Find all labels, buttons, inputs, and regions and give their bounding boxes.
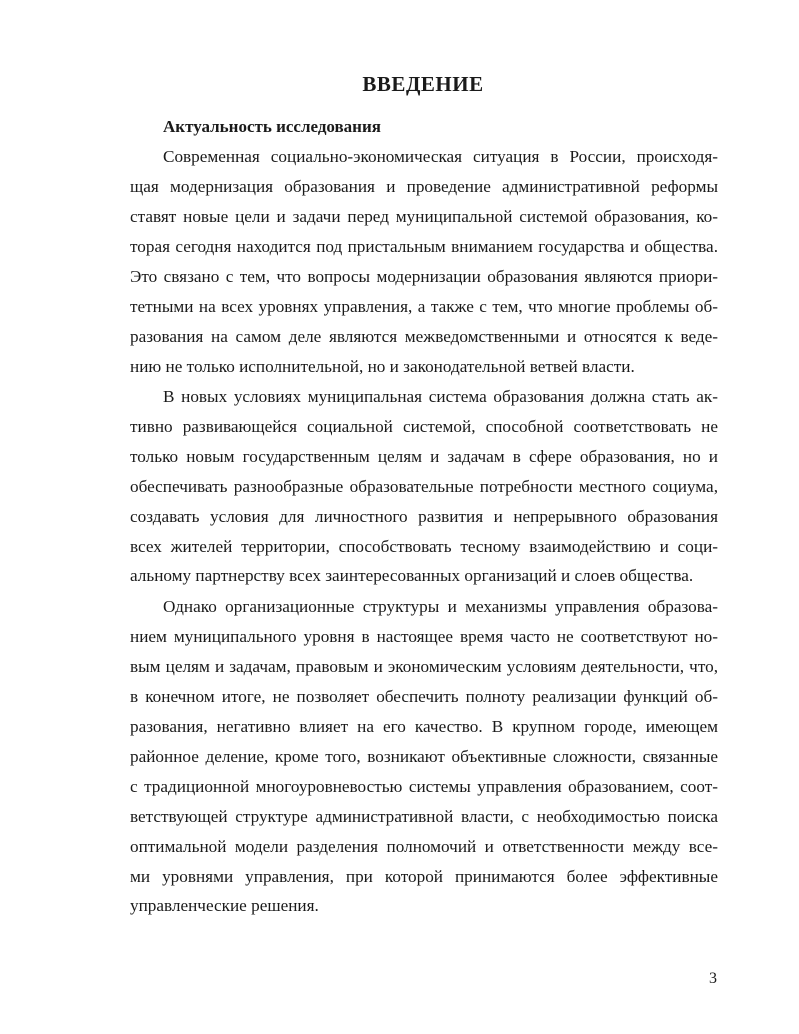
paragraph-3-line-3: вым целям и задачам, правовым и экономическим условиям деятельности, что, [130, 657, 718, 676]
paragraph-1-line-3: ставят новые цели и задачи перед муниципальной системой образования, ко- [130, 207, 718, 226]
paragraph-3-line-5: разования, негативно влияет на его качество. В крупном городе, имеющем [130, 717, 718, 736]
paragraph-2-line-4: обеспечивать разнообразные образовательные потребности местного социума, [130, 477, 718, 496]
paragraph-3-line-4: в конечном итоге, не позволяет обеспечить полноту реализации функций об- [130, 687, 718, 706]
paragraph-1-line-1: Современная социально-экономическая ситуация в России, происходя- [163, 147, 718, 166]
paragraph-1-line-4: торая сегодня находится под пристальным вниманием государства и общества. [130, 237, 718, 256]
paragraph-2-line-6: всех жителей территории, способствовать тесному взаимодействию и соци- [130, 537, 718, 556]
paragraph-2-line-7: альному партнерству всех заинтересованных организаций и слоев общества. [130, 566, 694, 585]
paragraph-2-line-2: тивно развивающейся социальной системой, способной соответствовать не [130, 417, 718, 436]
paragraph-3-line-7: с традиционной многоуровневостью системы управления образованием, соот- [130, 777, 718, 796]
paragraph-1-line-5: Это связано с тем, что вопросы модернизации образования являются приори- [130, 267, 718, 286]
paragraph-3-line-9: оптимальной модели разделения полномочий и ответственности между все- [130, 837, 718, 856]
paragraph-2-line-3: только новым государственным целям и задачам в сфере образования, но и [130, 447, 718, 466]
paragraph-3-line-2: нием муниципального уровня в настоящее время часто не соответствуют но- [130, 627, 718, 646]
paragraph-3-line-6: районное деление, кроме того, возникают объективные сложности, связанные [130, 747, 718, 766]
section-heading: Актуальность исследования [163, 117, 381, 136]
paragraph-2-line-5: создавать условия для личностного развития и непрерывного образования [130, 507, 718, 526]
page-number: 3 [709, 970, 717, 987]
paragraph-3-line-10: ми уровнями управления, при которой принимаются более эффективные [130, 867, 718, 886]
paragraph-3-line-11: управленческие решения. [130, 896, 319, 915]
paragraph-3-line-1: Однако организационные структуры и механизмы управления образова- [163, 597, 718, 616]
paragraph-1-line-7: разования на самом деле являются межведомственными и относятся к веде- [130, 327, 718, 346]
paragraph-1-line-6: тетными на всех уровнях управления, а также с тем, что многие проблемы об- [130, 297, 718, 316]
paragraph-2-line-1: В новых условиях муниципальная система образования должна стать ак- [163, 387, 718, 406]
paragraph-1-line-8: нию не только исполнительной, но и законодательной ветвей власти. [130, 357, 635, 376]
paragraph-1-line-2: щая модернизация образования и проведение административной реформы [130, 177, 718, 196]
paragraph-3-line-8: ветствующей структуре административной власти, с необходимостью поиска [130, 807, 718, 826]
page-title: ВВЕДЕНИЕ [362, 72, 484, 96]
